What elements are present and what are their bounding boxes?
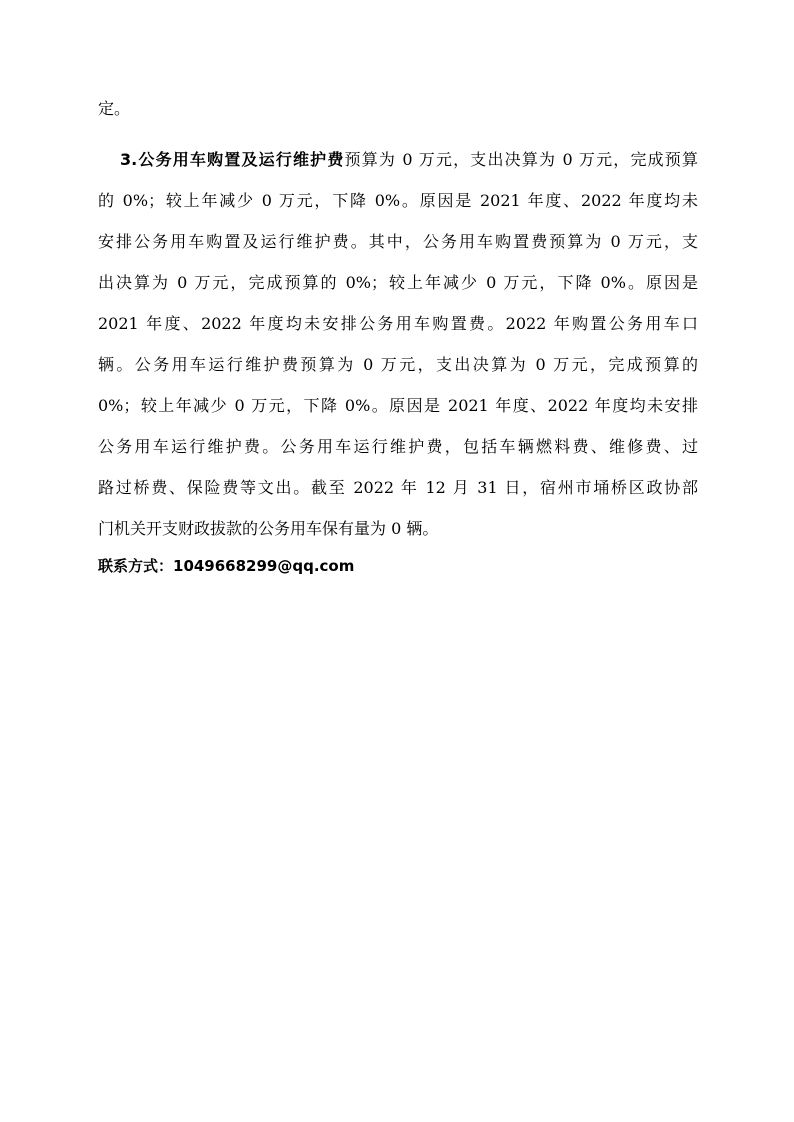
text-line: 0%；较上年减少 0 万元，下降 0%。原因是 2021 年度、2022 年度均未安排 bbox=[98, 396, 698, 415]
text-line: 路过桥费、保险费等文出。截至 2022 年 12 月 31 日，宿州市埇桥区政协部 bbox=[98, 478, 698, 497]
text-line: 公务用车运行维护费。公务用车运行维护费，包括车辆燃料费、维修费、过 bbox=[98, 437, 698, 456]
text-line: 出决算为 0 万元，完成预算的 0%；较上年减少 0 万元，下降 0%。原因是 bbox=[98, 273, 698, 292]
section-3-first-line-text: 预算为 0 万元，支出决算为 0 万元，完成预算 bbox=[344, 150, 698, 169]
text-line: 2021 年度、2022 年度均未安排公务用车购置费。2022 年购置公务用车口 bbox=[98, 314, 698, 333]
text-line: 的 0%；较上年减少 0 万元，下降 0%。原因是 2021 年度、2022 年度均未 bbox=[98, 191, 698, 210]
text-line: 门机关开支财政拔款的公务用车保有量为 0 辆。 bbox=[98, 519, 439, 538]
section-3-first-line bbox=[120, 150, 698, 170]
text-line: 安排公务用车购置及运行维护费。其中，公务用车购置费预算为 0 万元，支 bbox=[98, 232, 698, 251]
text-line: 辆。公务用车运行维护费预算为 0 万元，支出决算为 0 万元，完成预算的 bbox=[98, 355, 698, 374]
section-3-heading: 3.公务用车购置及运行维护费 bbox=[120, 150, 345, 169]
paragraph-continuation: 定。 bbox=[98, 99, 131, 118]
contact-info: 联系方式：1049668299@qq.com bbox=[98, 557, 355, 575]
